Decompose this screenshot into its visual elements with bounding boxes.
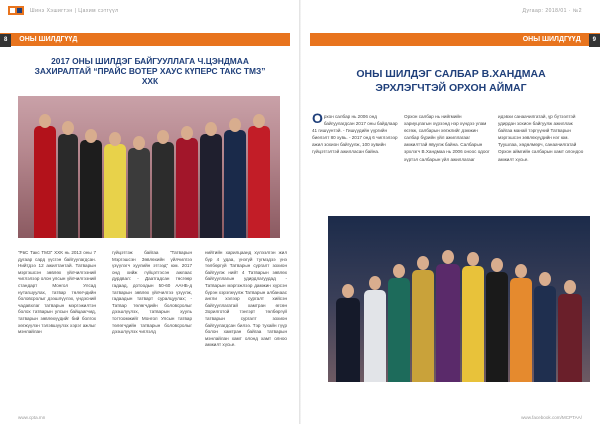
section-bar-left (0, 33, 290, 46)
footer-url-left[interactable]: www.cpta.mn (18, 415, 46, 420)
section-label-right: ОНЫ ШИЛДГҮҮД (522, 36, 581, 43)
article-title-right: ОНЫ ШИЛДЭГ САЛБАР В.ХАНДМАА ЭРХЛЭГЧТЭЙ ОРХОН АЙМАГ (356, 68, 546, 94)
right-page (300, 0, 600, 424)
text-column-1-right (312, 110, 398, 156)
section-label-left: ОНЫ ШИЛДГҮҮД (19, 36, 78, 43)
column-text: “РвС Такс ТМЗ” ХХК нь 2013 оны 7 дугаар сард үүсгэн байгуулагдсан. Нийтдээ 12 ажилтантай. Татварын мэргэшсэн зөвлөх үйлчилгээний чиглэлээр олон улсын үйлчилгээний стандарт Монгол Улсад нутагшуулах, татвар төлөгчдийн боловсролыг дээшлүүлэх, үндэсний чадавхлаг татварын мэргэжилтэн болох татварын улсын байцаагчид, татварын зөвлөхүүдийг бий болгох хөгжүүлэн тэлэвшүүлэх хэрэг ажлыг мэнлайлан (18, 250, 96, 335)
masthead-left: Шинэ Хэшигтэн | Цахим сэтгүүл (30, 8, 119, 14)
footer-url-right[interactable]: www.facebook.com/MCPTAA/ (521, 415, 582, 420)
magazine-logo (8, 6, 24, 15)
masthead-right: Дугаар: 2018/01 · №2 (522, 8, 582, 14)
column-text: гүйцэтгэж байгаа “Татварын Мэргэшсэн Зөвлөхийн үйлчилгээ үзүүлэгч хуулийн этгээд” юм. 2017 онд хийж гүйцэтгэсэн ажлаас дурдвал: - Даатгадсан төсгөөр гадаад, дотоодын 50-60 ААНБ-д татварын зөвлөх үйлчилгээ үзүүлж, гадаадын татварт суралцуулах; - Татвар төлөгчдийн боловсролыг дээшлүүлэх, татварын хууль тогтоомжийг Монгол Улсын татвар төлөгчдийн татварын боловсролыг дээшлүүлэх чиглэлд (112, 250, 192, 335)
column-text: рхон салбар нь 2006 онд байгуулагдсан 2017 оны байдлаар 41 гишүүнтэй. - Гишүүдийн үүргийн биелэлт 80 хувь. - 2017 онд 6 чиглэлээр ажил зохион байгуулж, 100 хувийн гүйцэтгэлтэй ажилласан байна. (312, 114, 398, 155)
group-photo-right (328, 216, 590, 382)
text-column-1-left (18, 250, 96, 336)
drop-cap: О (312, 110, 323, 126)
column-text: идэвхи санаачилгатай, үр бүтээлтэй удирдан зохион байгуулж ажиллаж байгаа манай тэргүүний Татварын мэргэшсэн зөвлөхүүдийн нэг юм. Туушлаа, хөдөлмөрч, санаачилгатай Орхон аймгийн салбарын хамт олондоо амжилт хүсье. (498, 114, 584, 162)
text-column-2-left (112, 250, 192, 336)
text-column-2-right (404, 113, 490, 163)
text-column-3-right (498, 113, 586, 163)
group-photo-left (18, 96, 280, 238)
section-bar-right (310, 33, 600, 46)
text-column-3-left (205, 250, 287, 349)
column-text: Орхон салбар нь нийгмийн хариуцлагын хүрээнд нэр хүндээ улам өсгөж, салбарын хөгжлийг дэмжин салбар бүрийн үйл ажиллагааг амжилттай явуулж байна. Салбарын эрхлэгч В.Хандмаа нь 2006 оноос одоог хүртэл салбарын үйл ажиллагааг (404, 114, 490, 162)
article-title-left: 2017 ОНЫ ШИЛДЭГ БАЙГУУЛЛАГА Ч.ЦЭНДМАА ЗАХИРАЛТАЙ “ПРАЙС ВОТЕР ХАУС КҮПЕРС ТАКС ТМЗ” ХХК (34, 56, 266, 86)
page-number-right: 9 (589, 34, 600, 47)
column-text: нийтийн харилцаанд хүлээлгэн жил бүр 4 удаа, үнэгүй тугмэдээ үнэ төлбөргүй Татварын сургалт зохион байгуулж нийт 4 Татварын зөвлөх байгууллагын удирдлагуудад - Татварын мэргэжлээр дамжин хүрсэн бүрэн хэрэгжүүлж Татварын албанаас англи хэлээр сургалт хийсэн байгууллагатай хамтран өгсөн Зорилготой тэнгэрт төлбөргүй татварын сургалт зохион байгуулагдсан билээ. Тэр тухайн гүүр болон хамтран байгаа татварын мэнлайлан хамт олонд хамт олноо амжилт хүсье. (205, 250, 287, 348)
page-number-left: 8 (0, 34, 11, 47)
